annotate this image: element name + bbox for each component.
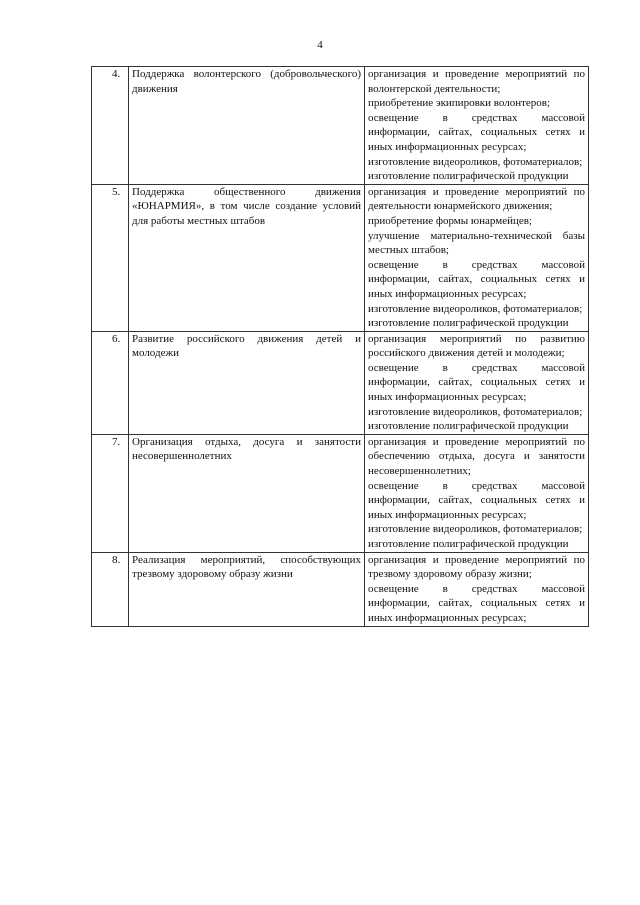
row-number: 5. [92,184,129,331]
activity-item: изготовление полиграфической продукции [368,538,569,550]
activity-item: приобретение формы юнармейцев; [368,214,532,227]
table-row [92,331,589,434]
activity-item: освещение в средствах массовой информации, сайтах, социальных сетях и иных информационных ресурсах; [368,361,585,404]
activity-item: освещение в средствах массовой информации, сайтах, социальных сетях и иных информационных ресурсах; [368,582,585,624]
activity-item: изготовление полиграфической продукции [368,170,569,183]
row-activities [365,552,589,626]
activity-item: освещение в средствах массовой информации, сайтах, социальных сетях и иных информационных ресурсах; [368,479,585,521]
row-direction: Развитие российского движения детей и молодежи [129,331,365,434]
page-number: 4 [317,39,323,51]
table-row [92,434,589,552]
row-activities [365,434,589,552]
activity-item: изготовление видеороликов, фотоматериалов; [368,155,583,168]
row-direction: Организация отдыха, досуга и занятости несовершеннолетних [129,434,365,552]
row-direction: Поддержка волонтерского (добровольческого) движения [129,67,365,185]
activity-item: организация и проведение мероприятий по обеспечению отдыха, досуга и занятости несовершеннолетних; [368,435,585,478]
activity-item: изготовление видеороликов, фотоматериалов; [368,405,583,418]
row-activities [365,331,589,434]
row-direction: Поддержка общественного движения «ЮНАРМИЯ», в том числе создание условий для работы местных штабов [129,184,365,331]
row-activities [365,67,589,185]
activity-item: освещение в средствах массовой информации, сайтах, социальных сетях и иных информационных ресурсах; [368,258,585,300]
table-row [92,184,589,331]
activity-item: изготовление полиграфической продукции [368,420,569,433]
activity-item: улучшение материально-технической базы местных штабов; [368,229,585,257]
row-number: 6. [92,331,129,434]
row-activities [365,184,589,331]
activity-item: организация мероприятий по развитию российского движения детей и молодежи; [368,332,585,360]
activity-item: организация и проведение мероприятий по деятельности юнармейского движения; [368,185,585,213]
table-row [92,67,589,185]
row-direction: Реализация мероприятий, способствующих трезвому здоровому образу жизни [129,552,365,626]
activity-item: организация и проведение мероприятий по трезвому здоровому образу жизни; [368,553,585,581]
activity-item: изготовление полиграфической продукции [368,317,569,330]
activity-item: приобретение экипировки волонтеров; [368,97,551,110]
activity-item: освещение в средствах массовой информации, сайтах, социальных сетях и иных информационных ресурсах; [368,111,585,153]
activity-item: изготовление видеороликов, фотоматериалов; [368,523,583,536]
row-number: 4. [92,67,129,185]
activities-table [91,66,589,627]
table-row [92,552,589,626]
row-number: 8. [92,552,129,626]
row-number: 7. [92,434,129,552]
activity-item: организация и проведение мероприятий по волонтерской деятельности; [368,68,585,95]
activities-table-body [92,67,589,627]
activity-item: изготовление видеороликов, фотоматериалов; [368,302,583,315]
